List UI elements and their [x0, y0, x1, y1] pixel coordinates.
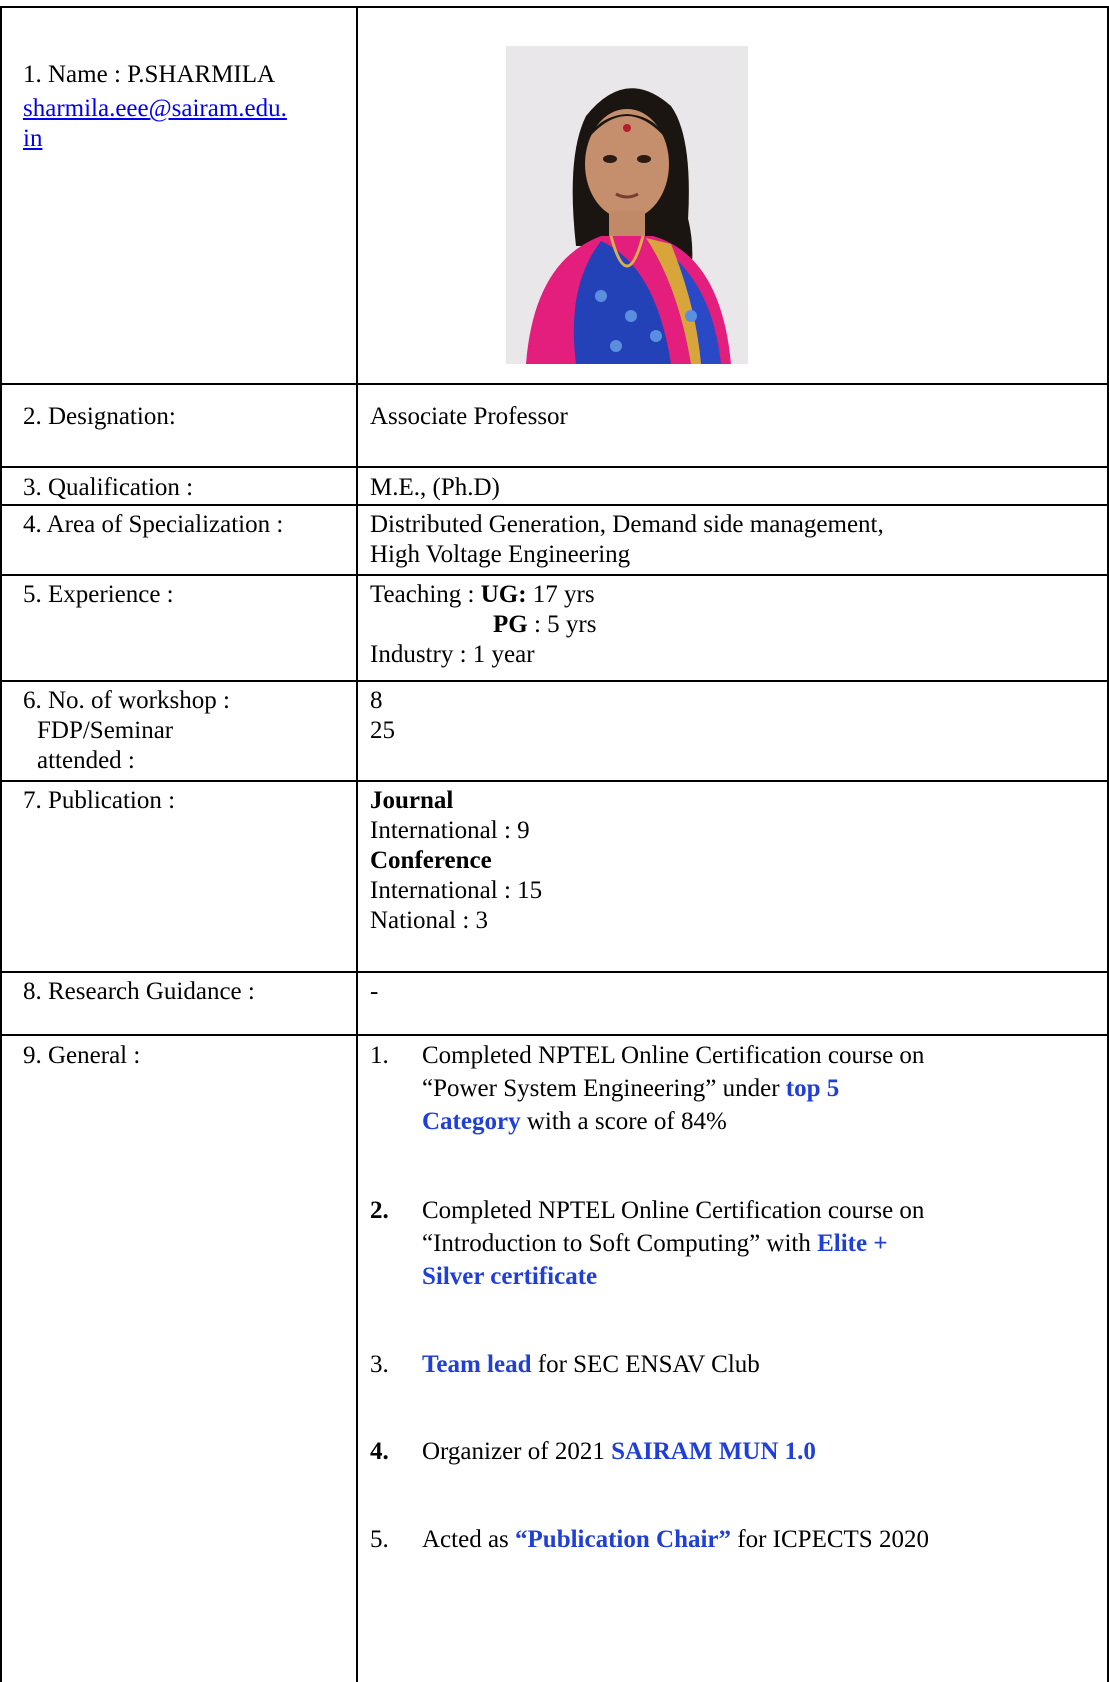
row-divider-2 [0, 466, 1109, 468]
general-item-1-line3 [422, 1107, 727, 1137]
conference-heading: Conference [370, 847, 492, 874]
specialization-value-line2: High Voltage Engineering [370, 541, 631, 568]
general-item-4-highlight: SAIRAM MUN 1.0 [611, 1438, 816, 1465]
general-item-4-line [422, 1437, 816, 1467]
general-item-4-text: Organizer of 2021 [422, 1438, 612, 1465]
ug-label: UG: [480, 581, 527, 608]
row-divider-6 [0, 780, 1109, 782]
general-item-2-highlight: Elite + [817, 1230, 888, 1257]
general-item-1-line1: Completed NPTEL Online Certification course on [422, 1042, 925, 1069]
workshop-label-line1: 6. No. of workshop : [23, 687, 230, 714]
qualification-label: 3. Qualification : [23, 474, 194, 501]
general-item-5-line [422, 1525, 929, 1555]
general-item-2-text: “Introduction to Soft Computing” with [422, 1230, 818, 1257]
general-item-3-line [422, 1350, 760, 1380]
general-item-1-highlight-2: Category [422, 1108, 521, 1135]
profile-photo [506, 46, 748, 364]
experience-label: 5. Experience : [23, 581, 174, 608]
row-divider-4 [0, 574, 1109, 576]
specialization-value-line1: Distributed Generation, Demand side management, [370, 511, 884, 538]
designation-label: 2. Designation: [23, 403, 176, 430]
table-top-border [0, 6, 1109, 8]
general-item-3-highlight: Team lead [422, 1351, 532, 1378]
row-divider-7 [0, 971, 1109, 973]
journal-international: International : 9 [370, 817, 530, 844]
workshop-value: 8 [370, 687, 383, 714]
general-item-2-line3: Silver certificate [422, 1263, 598, 1290]
general-item-1-highlight: top 5 [785, 1075, 840, 1102]
table-left-border [0, 6, 2, 1682]
experience-industry: Industry : 1 year [370, 641, 535, 668]
row-divider-1 [0, 383, 1109, 385]
experience-teaching [370, 580, 595, 610]
general-item-2-number: 2. [370, 1197, 389, 1224]
conference-national: National : 3 [370, 907, 489, 934]
general-item-1-number: 1. [370, 1042, 389, 1069]
general-item-1-text-2: with a score of 84% [520, 1108, 727, 1135]
teaching-prefix: Teaching : [370, 581, 481, 608]
general-item-5-text-2: for ICPECTS 2020 [731, 1526, 929, 1553]
email-link-line2[interactable]: in [23, 125, 43, 152]
seminar-value: 25 [370, 717, 395, 744]
email-link-line1[interactable]: sharmila.eee@sairam.edu. [23, 95, 287, 122]
general-item-5-number: 5. [370, 1526, 389, 1553]
general-item-3-number: 3. [370, 1351, 389, 1378]
experience-pg [493, 610, 596, 640]
pg-value: : 5 yrs [527, 611, 597, 638]
ug-value: 17 yrs [526, 581, 595, 608]
research-label: 8. Research Guidance : [23, 978, 255, 1005]
journal-heading: Journal [370, 787, 454, 814]
general-item-1-text: “Power System Engineering” under [422, 1075, 786, 1102]
publication-label: 7. Publication : [23, 787, 176, 814]
designation-value: Associate Professor [370, 403, 568, 430]
general-item-3-text: for SEC ENSAV Club [531, 1351, 760, 1378]
workshop-label-line2: FDP/Seminar [37, 717, 174, 744]
name-label: 1. Name : P.SHARMILA [23, 61, 276, 88]
general-item-2-line2 [422, 1229, 888, 1259]
general-item-1-line2 [422, 1074, 839, 1104]
general-item-4-number: 4. [370, 1438, 389, 1465]
general-item-5-text: Acted as [422, 1526, 516, 1553]
row-divider-8 [0, 1034, 1109, 1036]
row-divider-5 [0, 680, 1109, 682]
workshop-label-line3: attended : [37, 747, 135, 774]
specialization-label: 4. Area of Specialization : [23, 511, 284, 538]
portrait-image [506, 46, 748, 364]
general-item-2-line1: Completed NPTEL Online Certification course on [422, 1197, 925, 1224]
research-value: - [370, 978, 379, 1005]
general-label: 9. General : [23, 1042, 141, 1069]
row-divider-3 [0, 504, 1109, 506]
table-column-divider [356, 6, 358, 1682]
pg-label: PG [493, 611, 528, 638]
conference-international: International : 15 [370, 877, 543, 904]
general-item-5-highlight: “Publication Chair” [515, 1526, 732, 1553]
qualification-value: M.E., (Ph.D) [370, 474, 500, 501]
